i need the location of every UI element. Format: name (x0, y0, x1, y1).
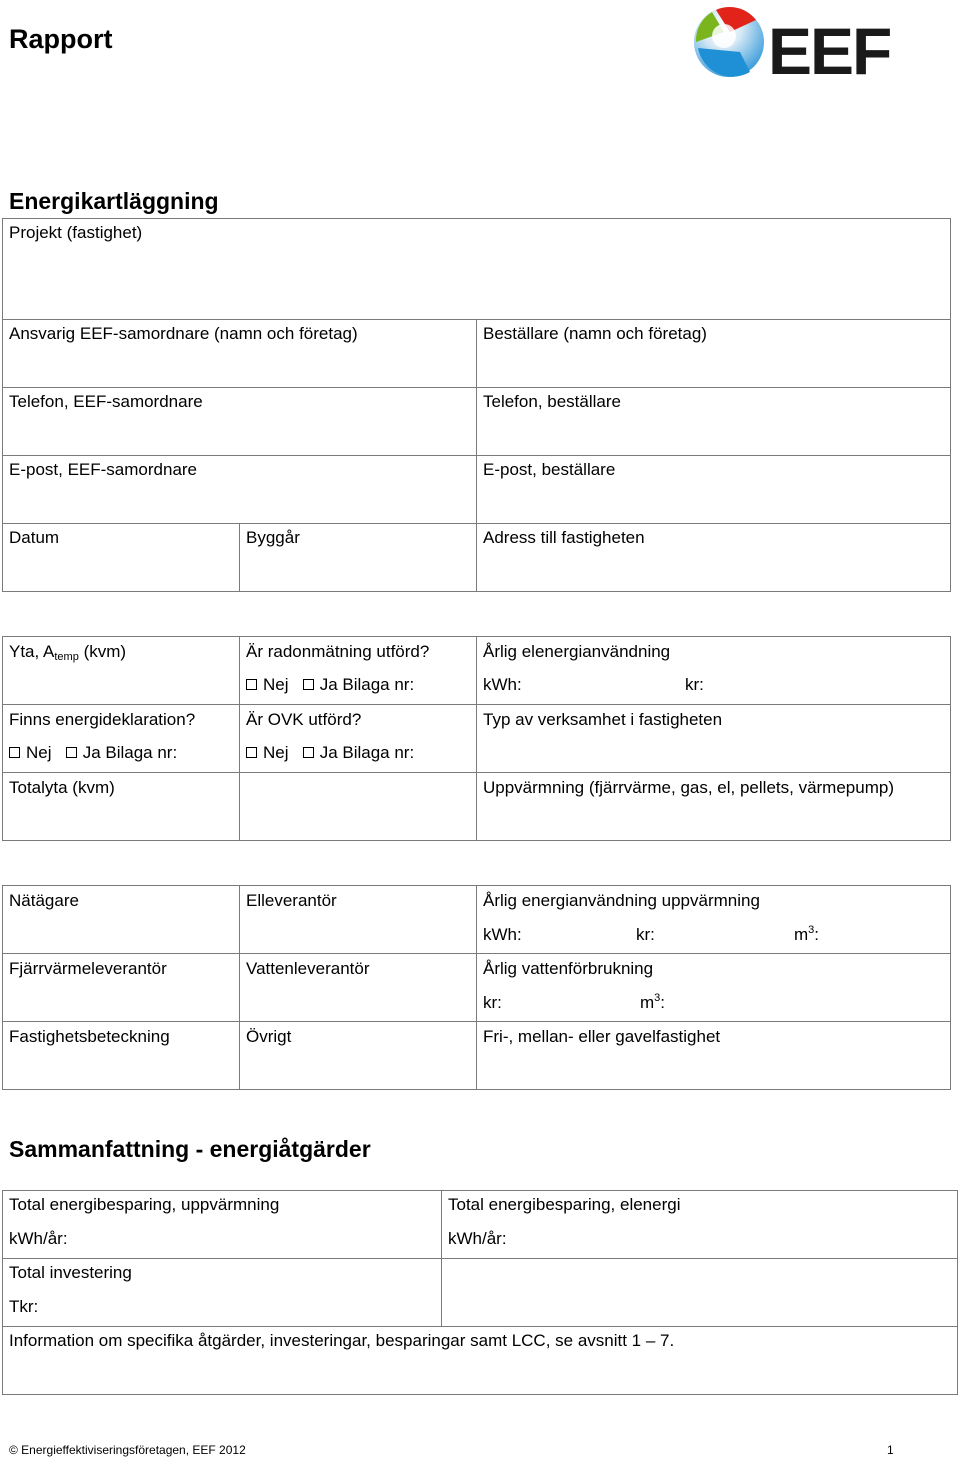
el-kr-label: kr: (685, 675, 704, 694)
field-label-natagare: Nätägare (9, 891, 79, 910)
investering-tkr-label: Tkr: (9, 1297, 39, 1316)
field-label-arlig-vatten: Årlig vattenförbrukning (483, 959, 654, 978)
field-label-ansvarig: Ansvarig EEF-samordnare (namn och företag) (9, 324, 358, 343)
field-label-epost-eef: E-post, EEF-samordnare (9, 460, 198, 479)
energidekl-options: Nej Ja Bilaga nr: (9, 743, 177, 763)
uppv-kwh-label: kWh: (483, 925, 522, 944)
radon-ja-checkbox[interactable] (303, 679, 314, 690)
uppv-kwh-ar-label: kWh/år: (9, 1229, 68, 1248)
field-label-uppvarmning: Uppvärmning (fjärrvärme, gas, el, pellets, värmepump) (483, 778, 894, 797)
el-kwh-ar-label: kWh/år: (448, 1229, 507, 1248)
field-label-telefon-eef: Telefon, EEF-samordnare (9, 392, 203, 411)
section-heading-sammanfattning: Sammanfattning - energiåtgärder (9, 1136, 371, 1162)
page-number: 1 (887, 1443, 894, 1457)
energidekl-ja-checkbox[interactable] (66, 747, 77, 758)
section-heading-energikartlaggning: Energikartläggning (9, 188, 219, 214)
field-label-totalyta: Totalyta (kvm) (9, 778, 115, 797)
field-label-bestallare: Beställare (namn och företag) (483, 324, 707, 343)
page-title: Rapport (9, 24, 113, 54)
field-label-energideklaration: Finns energideklaration? (9, 710, 196, 729)
field-label-fastighetsbeteckning: Fastighetsbeteckning (9, 1027, 170, 1046)
field-label-arlig-uppvarmning: Årlig energianvändning uppvärmning (483, 891, 760, 910)
field-label-elleverantor: Elleverantör (246, 891, 337, 910)
field-label-fjarrvarmeleverantor: Fjärrvärmeleverantör (9, 959, 167, 978)
radon-nej-checkbox[interactable] (246, 679, 257, 690)
field-label-total-investering: Total investering (9, 1263, 132, 1282)
footer-copyright: © Energieffektiviseringsföretagen, EEF 2012 (9, 1443, 246, 1457)
field-label-radon: Är radonmätning utförd? (246, 642, 430, 661)
field-label-epost-bestallare: E-post, beställare (483, 460, 616, 479)
el-kwh-label: kWh: (483, 675, 522, 694)
field-label-byggar: Byggår (246, 528, 300, 547)
field-label-typ-verksamhet: Typ av verksamhet i fastigheten (483, 710, 723, 729)
field-label-vattenleverantor: Vattenleverantör (246, 959, 370, 978)
uppv-m3-label: $m^3$: (794, 924, 820, 944)
ovk-ja-checkbox[interactable] (303, 747, 314, 758)
vatten-m3-label: $m^3$: (640, 992, 666, 1012)
vatten-kr-label: kr: (483, 993, 502, 1012)
field-label-datum: Datum (9, 528, 60, 547)
ovk-nej-checkbox[interactable] (246, 747, 257, 758)
logo-text: EEF (768, 14, 891, 80)
field-label-ovk: Är OVK utförd? (246, 710, 362, 729)
ovk-options: Nej Ja Bilaga nr: (246, 743, 414, 763)
field-label-total-uppvarmning: Total energibesparing, uppvärmning (9, 1195, 280, 1214)
field-label-projekt: Projekt (fastighet) (9, 223, 143, 242)
eef-logo (690, 2, 926, 80)
uppv-kr-label: kr: (636, 925, 655, 944)
field-label-telefon-bestallare: Telefon, beställare (483, 392, 621, 411)
info-text: Information om specifika åtgärder, investeringar, besparingar samt LCC, se avsnitt 1 – 7. (9, 1331, 675, 1350)
energidekl-nej-checkbox[interactable] (9, 747, 20, 758)
field-label-total-elenergi: Total energibesparing, elenergi (448, 1195, 681, 1214)
field-label-yta: Yta, $A_{temp}$ (kvm) (9, 642, 127, 663)
field-label-arlig-el: Årlig elenergianvändning (483, 642, 671, 661)
field-label-adress: Adress till fastigheten (483, 528, 645, 547)
summary-table (2, 1190, 958, 1395)
field-label-ovrigt: Övrigt (246, 1027, 292, 1046)
radon-options: Nej Ja Bilaga nr: (246, 675, 414, 695)
field-label-fri-mellan: Fri-, mellan- eller gavelfastighet (483, 1027, 721, 1046)
